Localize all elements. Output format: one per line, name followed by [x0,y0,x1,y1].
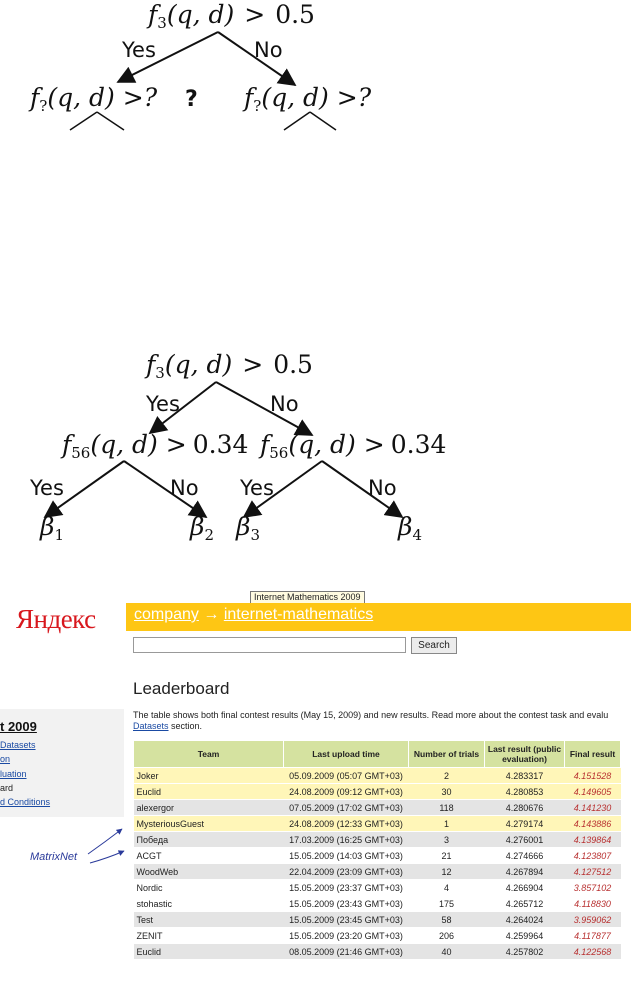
last-result-cell: 4.279174 [485,816,565,832]
trials-cell: 1 [409,816,485,832]
annotation-arrows [0,586,140,886]
sidebar-link-conditions[interactable]: d Conditions [0,797,51,807]
search-input[interactable] [133,637,406,653]
column-header-last-result: Last result (public evaluation) [485,741,565,768]
table-row [134,944,621,960]
sidebar-link-evaluation[interactable]: luation [0,769,27,779]
trials-cell: 58 [409,912,485,928]
tree1-no-label: No [254,38,283,62]
datasets-link[interactable]: Datasets [133,721,169,731]
tree2-left-yes-label: Yes [30,476,64,500]
final-result-cell: 4.139864 [565,832,621,848]
final-result-cell: 3.959062 [565,912,621,928]
breadcrumb-section-link[interactable]: internet-mathematics [223,606,374,623]
table-row [134,800,621,816]
team-cell: Nordic [134,880,284,896]
tree1-left-branch-l [70,112,97,130]
yandex-logo[interactable]: Яндекс [16,604,96,634]
table-row [134,816,621,832]
annotation-arrow-upper [88,829,122,854]
team-cell: Победа [134,832,284,848]
breadcrumb-company-link[interactable]: company [134,606,199,623]
final-result-cell: 4.127512 [565,864,621,880]
upload-time-cell: 17.03.2009 (16:25 GMT+03) [284,832,409,848]
team-cell: Test [134,912,284,928]
table-row [134,896,621,912]
tree1-yes-label: Yes [122,38,156,62]
last-result-cell: 4.264024 [485,912,565,928]
last-result-cell: 4.283317 [485,768,565,784]
last-result-cell: 4.276001 [485,832,565,848]
trials-cell: 21 [409,848,485,864]
final-result-cell: 4.123807 [565,848,621,864]
tree-diagram-1 [0,0,631,150]
description-text: The table shows both final contest results (May 15, 2009) and new results. Read more about the contest task and evalu [133,710,609,720]
trials-cell: 12 [409,864,485,880]
final-result-cell: 4.122568 [565,944,621,960]
team-cell: stohastic [134,896,284,912]
upload-time-cell: 22.04.2009 (23:09 GMT+03) [284,864,409,880]
sidebar-link-2[interactable]: on [0,754,11,764]
matrixnet-annotation: MatrixNet [30,851,78,863]
table-row [134,864,621,880]
tree2-leaf-beta-1: $\beta_1$ [40,512,64,544]
upload-time-cell: 15.05.2009 (23:45 GMT+03) [284,912,409,928]
trials-cell: 3 [409,832,485,848]
search-button[interactable]: Search [411,637,457,654]
upload-time-cell: 05.09.2009 (05:07 GMT+03) [284,768,409,784]
last-result-cell: 4.280676 [485,800,565,816]
tree2-right-node: $f_{56}(q$, d) > 0.34 [260,430,447,462]
sidebar-link-datasets[interactable]: Datasets [0,740,36,750]
upload-time-cell: 24.08.2009 (12:33 GMT+03) [284,816,409,832]
sidebar-title[interactable]: t 2009 [0,719,37,734]
upload-time-cell: 15.05.2009 (23:20 GMT+03) [284,928,409,944]
column-header-trials: Number of trials [409,741,485,768]
trials-cell: 4 [409,880,485,896]
trials-cell: 30 [409,784,485,800]
table-row [134,832,621,848]
last-result-cell: 4.267894 [485,864,565,880]
last-result-cell: 4.257802 [485,944,565,960]
team-cell: ZENIT [134,928,284,944]
last-result-cell: 4.274666 [485,848,565,864]
final-result-cell: 4.117877 [565,928,621,944]
tree1-right-branch-r [310,112,336,130]
column-header-upload-time: Last upload time [284,741,409,768]
tree2-leaf-beta-3: $\beta_3$ [236,512,260,544]
team-cell: Euclid [134,944,284,960]
tree1-question-mark: ? [185,87,198,112]
tree1-root-node: $f_3(q$, d) > 0.5 [148,0,315,32]
last-result-cell: 4.266904 [485,880,565,896]
tree2-leaf-beta-4: $\beta_4$ [398,512,422,544]
table-row [134,848,621,864]
tree1-right-branch-l [284,112,310,130]
tree2-leaf-beta-2: $\beta_2$ [190,512,214,544]
tree2-no-label: No [270,392,299,416]
tree-diagram-2 [0,345,631,545]
upload-time-cell: 15.05.2009 (14:03 GMT+03) [284,848,409,864]
tree2-left-node: $f_{56}(q$, d) > 0.34 [62,430,249,462]
upload-time-cell: 15.05.2009 (23:37 GMT+03) [284,880,409,896]
team-cell: Euclid [134,784,284,800]
sidebar-item-leaderboard: ard [0,783,14,793]
upload-time-cell: 07.05.2009 (17:02 GMT+03) [284,800,409,816]
page-title: Leaderboard [133,679,230,698]
team-cell: WoodWeb [134,864,284,880]
tree2-right-no-label: No [368,476,397,500]
tree2-yes-label: Yes [146,392,180,416]
tree1-left-node: $f_?(q$, d) >? [30,83,158,115]
trials-cell: 118 [409,800,485,816]
last-result-cell: 4.259964 [485,928,565,944]
upload-time-cell: 15.05.2009 (23:43 GMT+03) [284,896,409,912]
trials-cell: 206 [409,928,485,944]
tree2-right-yes-label: Yes [240,476,274,500]
table-row [134,928,621,944]
annotation-arrow-lower [90,851,124,863]
last-result-cell: 4.280853 [485,784,565,800]
team-cell: Joker [134,768,284,784]
description-tail: section. [168,721,203,731]
upload-time-cell: 24.08.2009 (09:12 GMT+03) [284,784,409,800]
trials-cell: 40 [409,944,485,960]
final-result-cell: 4.143886 [565,816,621,832]
upload-time-cell: 08.05.2009 (21:46 GMT+03) [284,944,409,960]
team-cell: ACGT [134,848,284,864]
description [133,710,631,732]
last-result-cell: 4.265712 [485,896,565,912]
final-result-cell: 4.118830 [565,896,621,912]
trials-cell: 175 [409,896,485,912]
tree1-right-node: $f_?(q$, d) >? [244,83,372,115]
tooltip: Internet Mathematics 2009 [250,591,365,604]
final-result-cell: 4.149605 [565,784,621,800]
table-row [134,880,621,896]
column-header-final-result: Final result [565,741,621,768]
tree1-left-branch-r [97,112,124,130]
table-row [134,784,621,800]
final-result-cell: 4.151528 [565,768,621,784]
table-row [134,912,621,928]
tree2-root-node: $f_3(q$, d) > 0.5 [146,350,313,382]
final-result-cell: 3.857102 [565,880,621,896]
table-row [134,768,621,784]
team-cell: MysteriousGuest [134,816,284,832]
leaderboard-table [133,740,621,959]
tree2-left-no-label: No [170,476,199,500]
column-header-team: Team [134,741,284,768]
breadcrumb-arrow: → [198,606,224,623]
leaderboard-screenshot [0,586,631,984]
breadcrumb [134,606,373,624]
final-result-cell: 4.141230 [565,800,621,816]
table-header-row [134,741,621,768]
trials-cell: 2 [409,768,485,784]
team-cell: alexergor [134,800,284,816]
